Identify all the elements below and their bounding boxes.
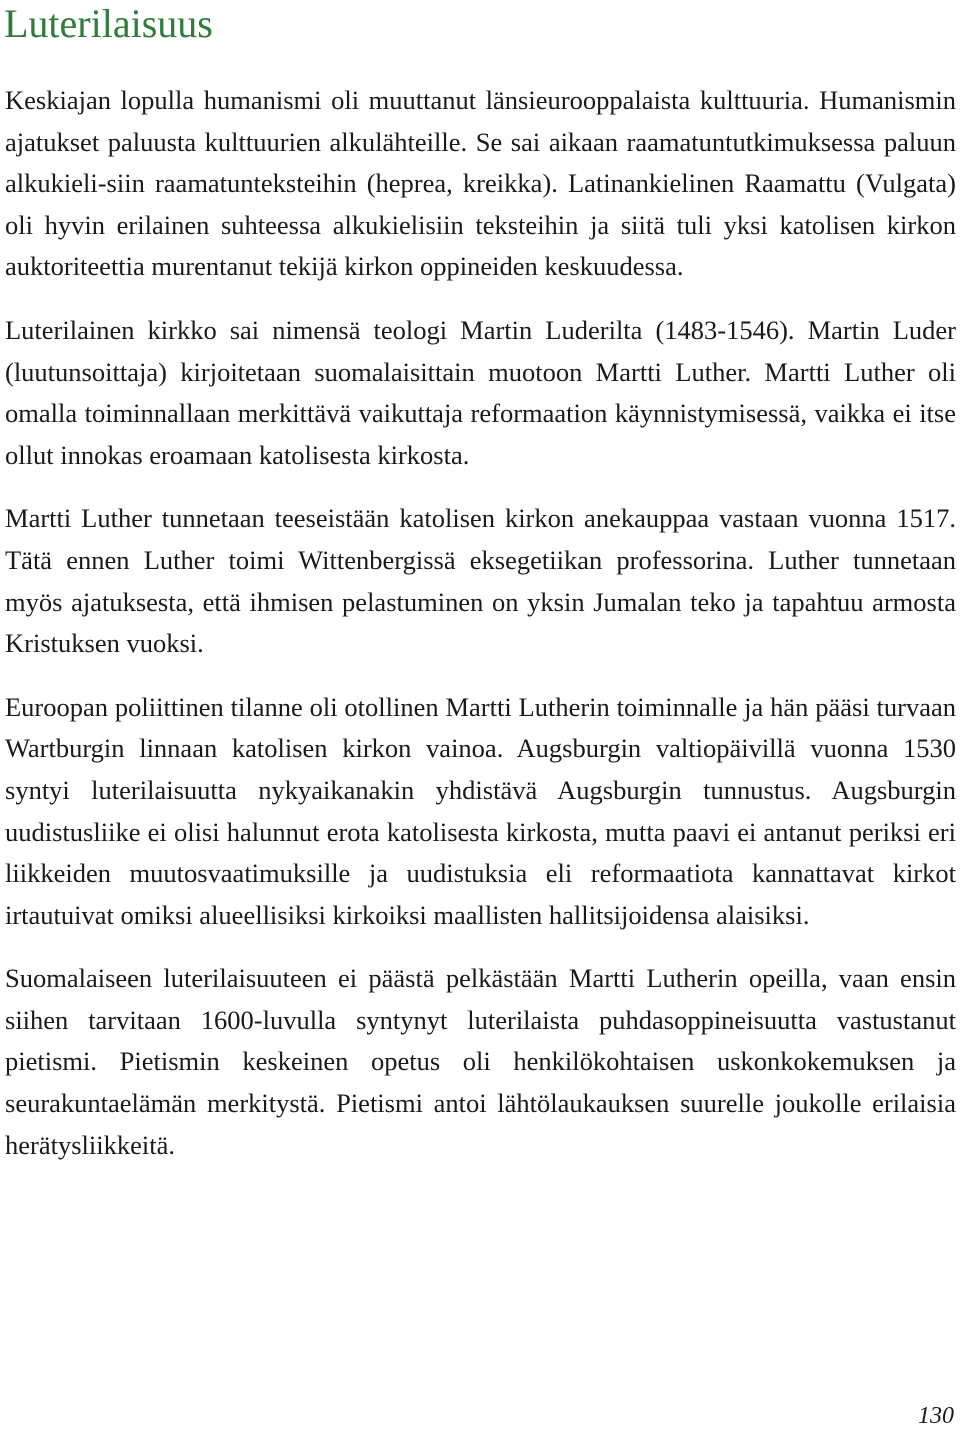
paragraph-luder: Luterilainen kirkko sai nimensä teologi Martin Luderilta (1483-1546). Martin Luder (luutunsoittaja) kirjoitetaan suomalaisittain muotoon Martti Luther. Martti Luther oli omalla toiminnallaan merkittävä vaikuttaja reformaation käynnistymisessä, vaikka ei itse ollut innokas eroamaan katolisesta kirkosta. bbox=[5, 314, 956, 470]
paragraph-pietism: Suomalaiseen luterilaisuuteen ei päästä pelkästään Martti Lutherin opeilla, vaan ensin siihen tarvitaan 1600-luvulla syntynyt luterilaista puhdasoppineisuutta vastustanut pietismi. Pietismin keskeinen opetus oli henkilökohtaisen uskonkokemuksen ja seurakuntaelämän merkitystä. Pietismi antoi lähtölaukauksen suurelle joukolle erilaisia herätysliikkeitä. bbox=[5, 963, 956, 1160]
body-text bbox=[5, 80, 956, 1188]
page-number: 130 bbox=[918, 1403, 954, 1429]
page-title: Luterilaisuus bbox=[4, 1, 213, 46]
paragraph-humanism: Keskiajan lopulla humanismi oli muuttanut länsieurooppalaista kulttuuria. Humanismin ajatukset paluusta kulttuurien alkulähteille. Se sai aikaan raamatuntutkimuksessa paluun alkukieli-siin raamatunteksteihin (heprea, kreikka). Latinankielinen Raamattu (Vulgata) oli hyvin erilainen suhteessa alkukielisiin teksteihin ja siitä tuli yksi katolisen kirkon auktoriteettia murentanut tekijä kirkon oppineiden keskuudessa. bbox=[5, 85, 956, 282]
paragraph-augsburg: Euroopan poliittinen tilanne oli otollinen Martti Lutherin toiminnalle ja hän pääsi turvaan Wartburgin linnaan katolisen kirkon vainoa. Augsburgin valtiopäivillä vuonna 1530 syntyi luterilaisuutta nykyaikanakin yhdistävä Augsburgin tunnustus. Augsburgin uudistusliike ei olisi halunnut erota katolisesta kirkosta, mutta paavi ei antanut periksi eri liikkeiden muutosvaatimuksille ja uudistuksia eli reformaatiota kannattavat kirkot irtautuivat omiksi alueellisiksi kirkoiksi maallisten hallitsijoidensa alaisiksi. bbox=[5, 691, 956, 930]
paragraph-theses: Martti Luther tunnetaan teeseistään katolisen kirkon anekauppaa vastaan vuonna 1517. Tätä ennen Luther toimi Wittenbergissä eksegetiikan professorina. Luther tunnetaan myös ajatuksesta, että ihmisen pelastuminen on yksin Jumalan teko ja tapahtuu armosta Kristuksen vuoksi. bbox=[5, 503, 956, 659]
